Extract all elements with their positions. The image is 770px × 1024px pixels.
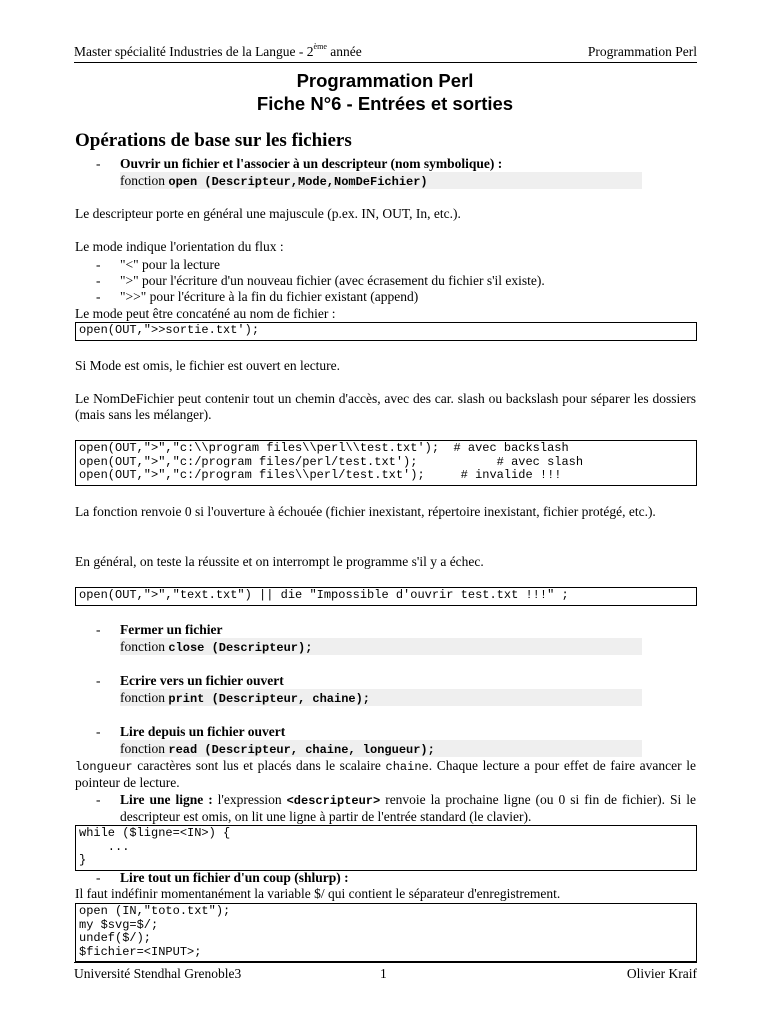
- function-code: close (Descripteur);: [168, 641, 313, 655]
- header-superscript: ème: [313, 42, 327, 51]
- paragraph-read: [75, 758, 696, 791]
- bullet-open: Ouvrir un fichier et l'associer à un descripteur (nom symbolique) :: [120, 156, 503, 171]
- code-block-paths: open(OUT,">","c:\\program files\\perl\\test.txt'); # avec backslash open(OUT,">","c:/program files/perl/test.txt'); # avec slash open(OUT,">","c:/program files\\perl/test.txt'); # invalide !!!: [75, 440, 697, 486]
- page-number: 1: [380, 966, 387, 981]
- function-code: open (Descripteur,Mode,NomDeFichier): [168, 175, 428, 189]
- bullet-readline-label: Lire une ligne :: [120, 792, 213, 807]
- inline-text: caractères sont lus et placés dans le scalaire: [132, 758, 386, 773]
- bullet-slurp: Lire tout un fichier d'un coup (shlurp) :: [120, 870, 349, 885]
- mode-item: ">>" pour l'écriture à la fin du fichier existant (append): [120, 289, 419, 304]
- function-code: print (Descripteur, chaine);: [168, 692, 371, 706]
- function-read: [120, 740, 642, 757]
- footer-author: Olivier Kraif: [626, 966, 697, 981]
- header-course-text: Master spécialité Industries de la Langue - 2: [74, 44, 314, 59]
- function-print: [120, 689, 642, 706]
- bullet-dash: -: [96, 622, 101, 637]
- bullet-dash: -: [96, 673, 101, 688]
- page-footer: [74, 962, 697, 983]
- function-prefix: fonction: [120, 173, 169, 188]
- bullet-close: Fermer un fichier: [120, 622, 223, 637]
- bullet-dash: -: [96, 870, 101, 885]
- paragraph-concat: Le mode peut être concaténé au nom de fichier :: [75, 306, 336, 321]
- inline-text: renvoie la prochaine ligne (ou 0 si fin de fichier). Si le descripteur est omis, on lit une ligne à partir de l'entrée standard (le clavier).: [120, 792, 697, 824]
- paragraph-omis: Si Mode est omis, le fichier est ouvert en lecture.: [75, 358, 341, 373]
- function-prefix: fonction: [120, 741, 169, 756]
- function-close: [120, 638, 642, 655]
- document-subtitle: Fiche N°6 - Entrées et sorties: [256, 93, 514, 114]
- paragraph-descripteur: Le descripteur porte en général une majuscule (p.ex. IN, OUT, In, etc.).: [75, 206, 461, 221]
- function-code: read (Descripteur, chaine, longueur);: [168, 743, 435, 757]
- document-title: Programmation Perl: [296, 70, 474, 91]
- bullet-read: Lire depuis un fichier ouvert: [120, 724, 286, 739]
- code-block-append: open(OUT,">>sortie.txt');: [75, 322, 697, 341]
- paragraph-teste: En général, on teste la réussite et on interrompt le programme s'il y a échec.: [75, 554, 484, 569]
- bullet-dash: -: [96, 257, 101, 272]
- function-prefix: fonction: [120, 690, 169, 705]
- bullet-dash: -: [96, 273, 101, 288]
- inline-code: <descripteur>: [286, 794, 381, 808]
- paragraph-nomdefichier: Le NomDeFichier peut contenir tout un chemin d'accès, avec des car. slash ou backslash pour séparer les dossiers (mais sans les mélanger).: [75, 391, 696, 422]
- bullet-dash: -: [96, 724, 101, 739]
- bullet-dash: -: [96, 792, 101, 807]
- paragraph-slurp: Il faut indéfinir momentanément la variable $/ qui contient le séparateur d'enregistrement.: [75, 886, 561, 901]
- inline-code: longueur: [75, 760, 133, 774]
- inline-code: chaine: [385, 760, 429, 774]
- footer-university: Université Stendhal Grenoble3: [74, 966, 242, 981]
- bullet-readline: [120, 792, 696, 825]
- header-course: [74, 44, 362, 60]
- paragraph-renvoie: La fonction renvoie 0 si l'ouverture à échouée (fichier inexistant, répertoire inexistant, fichier protégé, etc.).: [75, 504, 656, 519]
- function-prefix: fonction: [120, 639, 169, 654]
- code-block-die: open(OUT,">","text.txt") || die "Impossible d'ouvrir test.txt !!!" ;: [75, 587, 697, 606]
- section-heading: Opérations de base sur les fichiers: [75, 130, 352, 151]
- bullet-dash: -: [96, 156, 101, 171]
- bullet-dash: -: [96, 289, 101, 304]
- code-block-slurp: open (IN,"toto.txt"); my $svg=$/; undef($/); $fichier=<INPUT>;: [75, 903, 697, 962]
- inline-text: . Chaque lecture a pour effet de faire avancer le pointeur de lecture.: [75, 758, 697, 790]
- page-header: [74, 42, 697, 63]
- mode-item: ">" pour l'écriture d'un nouveau fichier (avec écrasement du fichier s'il existe).: [120, 273, 545, 288]
- code-block-while: while ($ligne=<IN>) { ... }: [75, 825, 697, 871]
- inline-text: l'expression: [212, 792, 287, 807]
- header-subject: Programmation Perl: [587, 44, 697, 59]
- function-open: [120, 172, 642, 189]
- bullet-print: Ecrire vers un fichier ouvert: [120, 673, 284, 688]
- paragraph-mode: Le mode indique l'orientation du flux :: [75, 239, 284, 254]
- mode-item: "<" pour la lecture: [120, 257, 220, 272]
- header-course-year: année: [326, 44, 362, 59]
